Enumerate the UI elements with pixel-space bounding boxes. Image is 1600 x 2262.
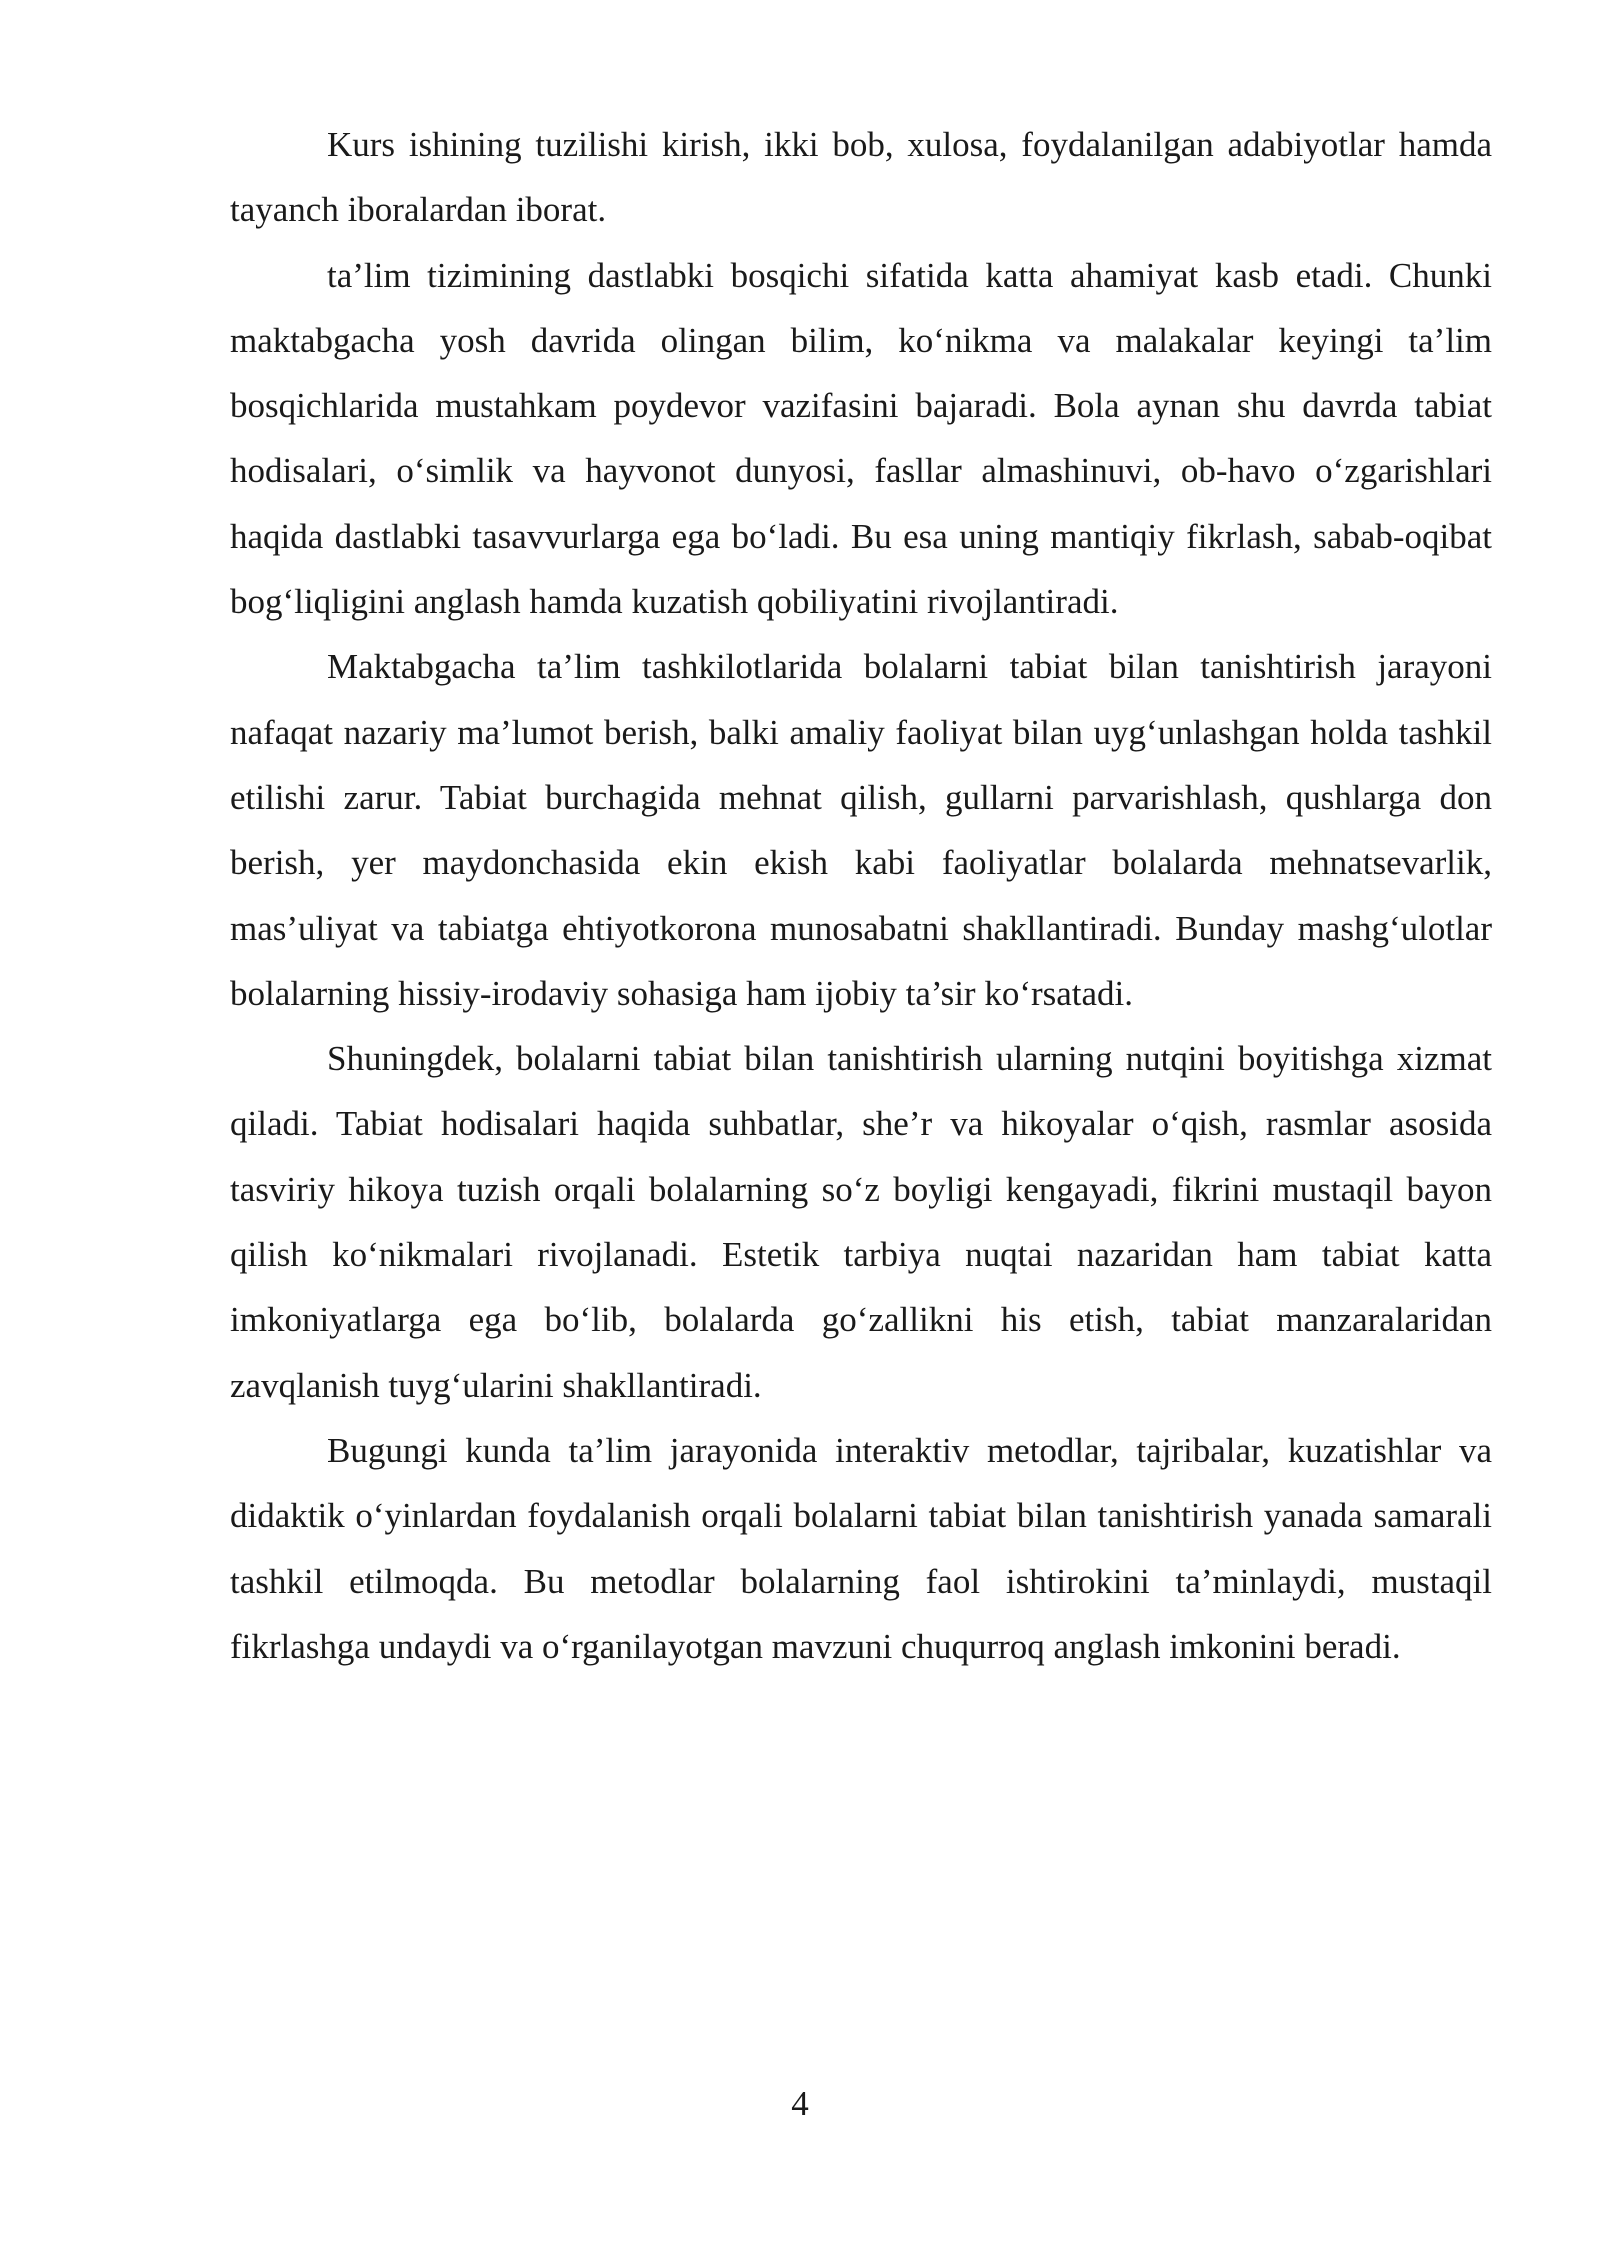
paragraph-structure: Kurs ishining tuzilishi kirish, ikki bob, xulosa, foydalanilgan adabiyotlar hamda tayanch iboralardan iborat. <box>230 125 1492 230</box>
paragraph-interactive-methods: Bugungi kunda ta’lim jarayonida interaktiv metodlar, tajribalar, kuzatishlar va didaktik o‘yinlardan foydalanish orqali bolalarni tabiat bilan tanishtirish yanada samarali tashkil etilmoqda. Bu metodlar bolalarning faol ishtirokini ta’minlaydi, mustaqil fikrlashga undaydi va o‘rganilayotgan mavzuni chuqurroq anglash imkonini beradi. <box>230 1430 1492 1666</box>
paragraph-practical-activity: Maktabgacha ta’lim tashkilotlarida bolalarni tabiat bilan tanishtirish jarayoni nafaqat nazariy ma’lumot berish, balki amaliy faoliyat bilan uyg‘unlashgan holda tashkil etilishi zarur. Tabiat burchagida mehnat qilish, gullarni parvarishlash, qushlarga don berish, yer maydonchasida ekin ekish kabi faoliyatlar bolalarda mehnatsevarlik, mas’uliyat va tabiatga ehtiyotkorona munosabatni shakllantiradi. Bunday mashg‘ulotlar bolalarning hissiy-irodaviy sohasiga ham ijobiy ta’sir ko‘rsatadi. <box>230 647 1492 1013</box>
body-text <box>230 112 1492 1679</box>
page-number: 4 <box>791 2084 809 2123</box>
paragraph-speech-development: Shuningdek, bolalarni tabiat bilan tanishtirish ularning nutqini boyitishga xizmat qiladi. Tabiat hodisalari haqida suhbatlar, she’r va hikoyalar o‘qish, rasmlar asosida tasviriy hikoya tuzish orqali bolalarning so‘z boyligi kengayadi, fikrini mustaqil bayon qilish ko‘nikmalari rivojlanadi. Estetik tarbiya nuqtai nazaridan ham tabiat katta imkoniyatlarga ega bo‘lib, bolalarda go‘zallikni his etish, tabiat manzaralaridan zavqlanish tuyg‘ularini shakllantiradi. <box>230 1039 1492 1405</box>
paragraph-education-stage: ta’lim tizimining dastlabki bosqichi sifatida katta ahamiyat kasb etadi. Chunki maktabgacha yosh davrida olingan bilim, ko‘nikma va malakalar keyingi ta’lim bosqichlarida mustahkam poydevor vazifasini bajaradi. Bola aynan shu davrda tabiat hodisalari, o‘simlik va hayvonot dunyosi, fasllar almashinuvi, ob-havo o‘zgarishlari haqida dastlabki tasavvurlarga ega bo‘ladi. Bu esa uning mantiqiy fikrlash, sabab-oqibat bog‘liqligini anglash hamda kuzatish qobiliyatini rivojlantiradi. <box>230 255 1492 622</box>
